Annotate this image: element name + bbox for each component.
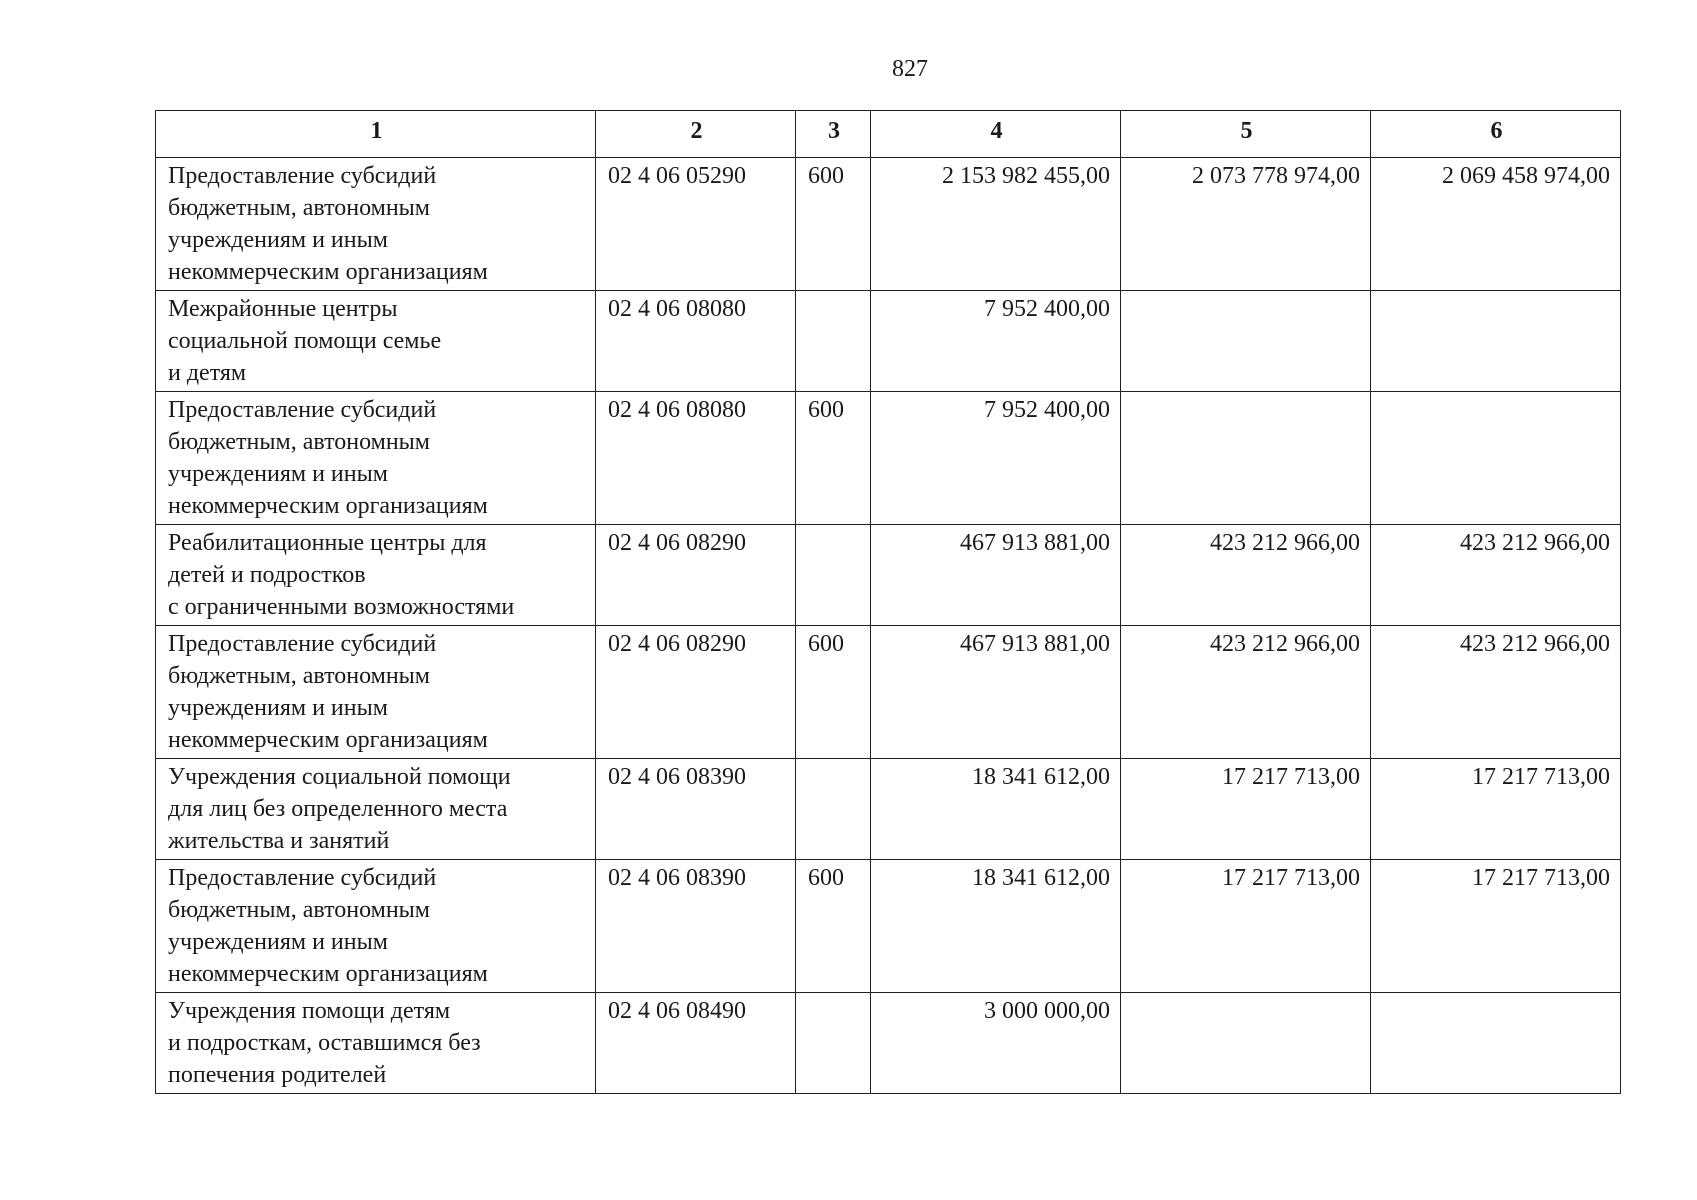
row-name: Реабилитационные центры для детей и подростков с ограниченными возможностями [168, 530, 515, 620]
row-value-5 [1121, 291, 1371, 392]
row-type: 600 [796, 626, 871, 759]
row-code: 02 4 06 08290 [596, 626, 796, 759]
row-code: 02 4 06 08390 [596, 860, 796, 993]
column-header-3: 3 [796, 111, 871, 158]
row-name: Предоставление субсидий бюджетным, автономным учреждениям и иным некоммерческим организациям [168, 865, 488, 987]
row-name: Учреждения помощи детям и подросткам, оставшимся без попечения родителей [168, 998, 481, 1088]
row-type [796, 759, 871, 860]
row-name-cell [156, 993, 596, 1094]
row-name: Предоставление субсидий бюджетным, автономным учреждениям и иным некоммерческим организациям [168, 631, 488, 753]
row-type [796, 291, 871, 392]
row-value-6: 423 212 966,00 [1371, 626, 1621, 759]
row-name: Предоставление субсидий бюджетным, автономным учреждениям и иным некоммерческим организациям [168, 397, 488, 519]
row-type: 600 [796, 860, 871, 993]
row-code: 02 4 06 08290 [596, 525, 796, 626]
column-header-6: 6 [1371, 111, 1621, 158]
row-value-5 [1121, 392, 1371, 525]
row-type [796, 993, 871, 1094]
row-value-5: 423 212 966,00 [1121, 525, 1371, 626]
row-value-4: 18 341 612,00 [871, 860, 1121, 993]
row-value-6 [1371, 993, 1621, 1094]
page-number: 827 [892, 56, 928, 82]
row-name-cell [156, 158, 596, 291]
table-row [156, 525, 1621, 626]
row-type [796, 525, 871, 626]
column-header-4: 4 [871, 111, 1121, 158]
table-row [156, 158, 1621, 291]
row-name-cell [156, 759, 596, 860]
row-value-4: 7 952 400,00 [871, 392, 1121, 525]
row-name-cell [156, 291, 596, 392]
row-code: 02 4 06 05290 [596, 158, 796, 291]
table-row [156, 759, 1621, 860]
row-name-cell [156, 525, 596, 626]
table-row [156, 993, 1621, 1094]
column-header-2: 2 [596, 111, 796, 158]
row-value-4: 18 341 612,00 [871, 759, 1121, 860]
row-value-6: 423 212 966,00 [1371, 525, 1621, 626]
row-value-6 [1371, 392, 1621, 525]
row-value-5: 2 073 778 974,00 [1121, 158, 1371, 291]
row-value-6 [1371, 291, 1621, 392]
table-header-row [156, 111, 1621, 158]
row-value-4: 2 153 982 455,00 [871, 158, 1121, 291]
row-type: 600 [796, 392, 871, 525]
row-value-4: 3 000 000,00 [871, 993, 1121, 1094]
row-value-4: 7 952 400,00 [871, 291, 1121, 392]
row-value-5: 17 217 713,00 [1121, 759, 1371, 860]
table-row [156, 860, 1621, 993]
row-value-6: 2 069 458 974,00 [1371, 158, 1621, 291]
row-code: 02 4 06 08490 [596, 993, 796, 1094]
column-header-5: 5 [1121, 111, 1371, 158]
row-value-4: 467 913 881,00 [871, 525, 1121, 626]
row-value-5: 423 212 966,00 [1121, 626, 1371, 759]
table-row [156, 626, 1621, 759]
row-name-cell [156, 860, 596, 993]
row-code: 02 4 06 08390 [596, 759, 796, 860]
row-value-6: 17 217 713,00 [1371, 860, 1621, 993]
table-row [156, 291, 1621, 392]
row-name: Предоставление субсидий бюджетным, автономным учреждениям и иным некоммерческим организациям [168, 163, 488, 285]
row-value-5: 17 217 713,00 [1121, 860, 1371, 993]
column-header-1: 1 [156, 111, 596, 158]
row-code: 02 4 06 08080 [596, 392, 796, 525]
table-row [156, 392, 1621, 525]
row-name-cell [156, 392, 596, 525]
row-name-cell [156, 626, 596, 759]
row-value-4: 467 913 881,00 [871, 626, 1121, 759]
row-value-6: 17 217 713,00 [1371, 759, 1621, 860]
row-type: 600 [796, 158, 871, 291]
row-code: 02 4 06 08080 [596, 291, 796, 392]
row-value-5 [1121, 993, 1371, 1094]
row-name: Межрайонные центры социальной помощи семье и детям [168, 296, 442, 386]
row-name: Учреждения социальной помощи для лиц без определенного места жительства и занятий [168, 764, 511, 854]
budget-table [155, 110, 1621, 1094]
